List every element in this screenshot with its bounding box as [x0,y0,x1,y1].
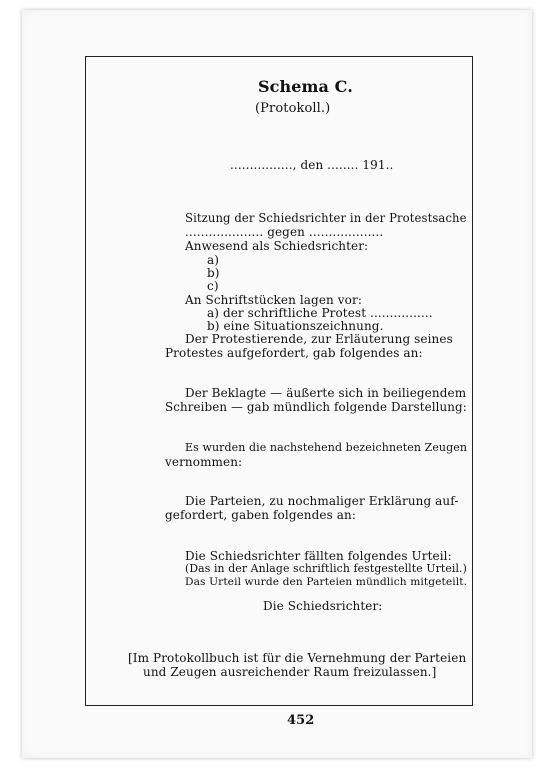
document-title: Schema C. [258,77,353,96]
text-line: b) [207,266,220,280]
text-line: Sitzung der Schiedsrichter in der Protestsache [185,211,467,225]
footnote-line: [Im Protokollbuch ist für die Vernehmung der Parteien [128,651,467,665]
text-line: b) eine Situationszeichnung. [207,319,384,333]
text-line: .................... gegen ................... [185,225,384,239]
text-line: Anwesend als Schiedsrichter: [185,239,369,253]
text-line: Der Protestierende, zur Erläuterung seines [185,332,453,346]
text-line: a) der schriftliche Protest ................ [207,306,433,320]
text-line: a) [207,253,220,267]
text-line: Protestes aufgefordert, gab folgendes an: [165,346,423,360]
date-line: ................, den ........ 191.. [230,158,394,172]
text-line: Der Beklagte — äußerte sich in beiliegendem [185,386,467,400]
document-subtitle: (Protokoll.) [255,101,331,116]
text-line: c) [207,279,219,293]
text-line: Die Schiedsrichter: [263,599,383,613]
page-number: 452 [287,713,315,728]
text-line: Die Parteien, zu nochmaliger Erklärung auf- [185,494,459,508]
text-line: gefordert, gaben folgendes an: [165,508,357,522]
text-line: Die Schiedsrichter fällten folgendes Urteil: [185,549,452,563]
text-line: Es wurden die nachstehend bezeichneten Zeugen [185,441,468,454]
text-line: (Das in der Anlage schriftlich festgestellte Urteil.) [185,562,467,575]
text-line: Schreiben — gab mündlich folgende Darstellung: [165,400,467,414]
text-line: Das Urteil wurde den Parteien mündlich mitgeteilt. [185,575,468,588]
footnote-line: und Zeugen ausreichender Raum freizulassen.] [143,665,437,679]
text-line: vernommen: [165,455,243,469]
text-line: An Schriftstücken lagen vor: [185,293,362,307]
